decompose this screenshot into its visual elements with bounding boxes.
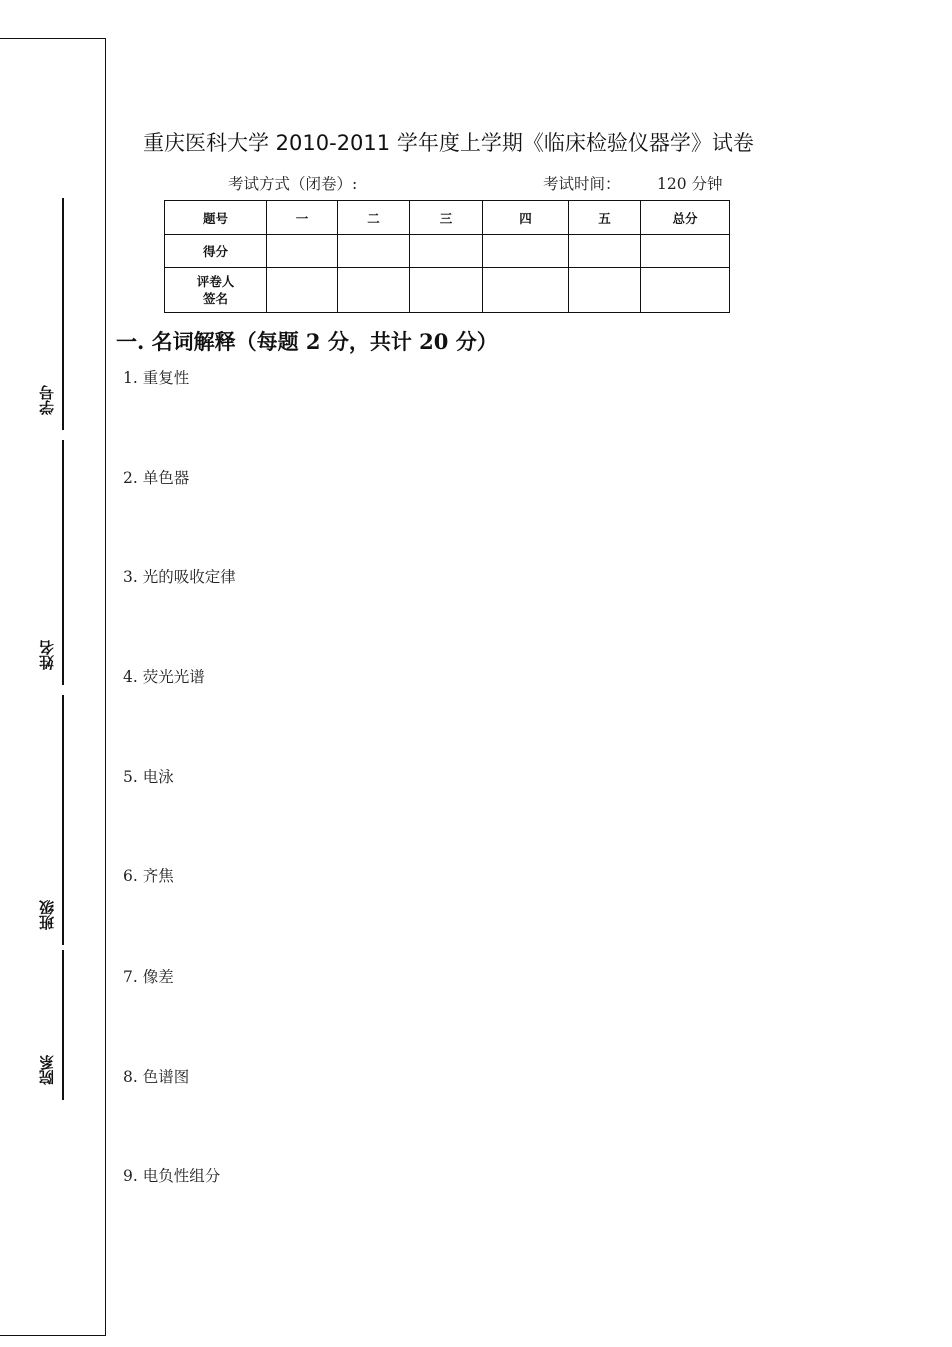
exam-mode: 考试方式（闭卷）: bbox=[228, 175, 358, 193]
exam-title: 重庆医科大学 2010-2011 学年度上学期《临床检验仪器学》试卷 bbox=[143, 131, 754, 155]
question-item: 1. 重复性 bbox=[123, 369, 190, 387]
score-cell[interactable] bbox=[569, 235, 641, 268]
department-label: 院系 bbox=[38, 1055, 56, 1085]
name-field[interactable] bbox=[32, 440, 62, 685]
grader-row bbox=[165, 268, 730, 313]
question-item: 4. 荧光光谱 bbox=[123, 668, 205, 686]
grader-cell[interactable] bbox=[338, 268, 410, 313]
class-label: 班级 bbox=[38, 900, 56, 930]
grader-row-label bbox=[165, 268, 267, 313]
table-header-cell: 四 bbox=[483, 201, 569, 235]
table-header-cell: 五 bbox=[569, 201, 641, 235]
section-heading: 一. 名词解释（每题 2 分，共计 20 分） bbox=[116, 329, 498, 354]
score-cell[interactable] bbox=[267, 235, 338, 268]
class-field[interactable] bbox=[32, 695, 62, 945]
department-field[interactable] bbox=[32, 950, 62, 1100]
grader-cell[interactable] bbox=[483, 268, 569, 313]
student-id-label: 学号 bbox=[38, 385, 56, 415]
exam-time-value: 120 分钟 bbox=[657, 175, 723, 193]
grader-cell[interactable] bbox=[410, 268, 483, 313]
score-table-header-row bbox=[165, 201, 730, 235]
score-cell[interactable] bbox=[338, 235, 410, 268]
grader-label-line2: 签名 bbox=[202, 291, 228, 306]
question-item: 8. 色谱图 bbox=[123, 1068, 190, 1086]
grader-cell[interactable] bbox=[641, 268, 730, 313]
question-item: 9. 电负性组分 bbox=[123, 1167, 221, 1185]
question-item: 7. 像差 bbox=[123, 968, 174, 986]
score-table bbox=[164, 200, 730, 313]
exam-time-label: 考试时间： bbox=[543, 175, 621, 193]
table-header-cell: 题号 bbox=[165, 201, 267, 235]
table-header-cell: 三 bbox=[410, 201, 483, 235]
name-label: 姓名 bbox=[38, 640, 56, 670]
table-header-cell: 一 bbox=[267, 201, 338, 235]
grader-cell[interactable] bbox=[569, 268, 641, 313]
question-item: 5. 电泳 bbox=[123, 768, 174, 786]
grader-cell[interactable] bbox=[267, 268, 338, 313]
question-item: 3. 光的吸收定律 bbox=[123, 568, 236, 586]
score-cell[interactable] bbox=[410, 235, 483, 268]
table-header-cell: 二 bbox=[338, 201, 410, 235]
grader-label-line1: 评卷人 bbox=[196, 274, 235, 289]
question-item: 6. 齐焦 bbox=[123, 867, 174, 885]
question-item: 2. 单色器 bbox=[123, 469, 190, 487]
student-id-field[interactable] bbox=[32, 198, 62, 430]
table-header-cell: 总分 bbox=[641, 201, 730, 235]
score-row bbox=[165, 235, 730, 268]
score-row-label: 得分 bbox=[165, 235, 267, 268]
score-cell[interactable] bbox=[483, 235, 569, 268]
score-cell[interactable] bbox=[641, 235, 730, 268]
